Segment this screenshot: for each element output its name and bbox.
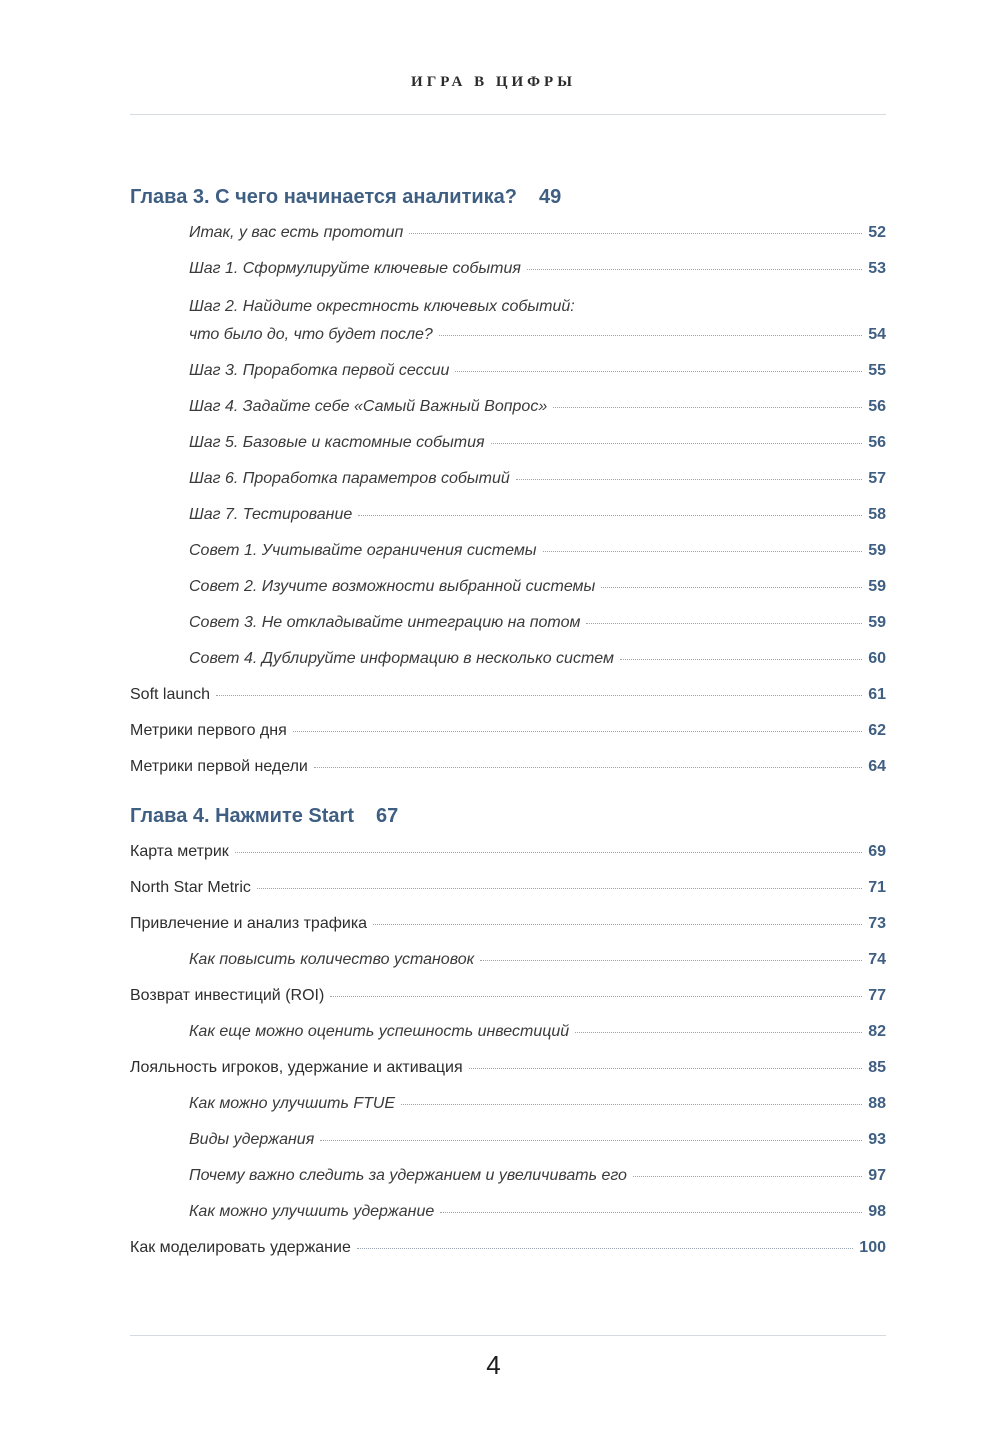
toc-label: Шаг 5. Базовые и кастомные события	[189, 434, 485, 451]
toc-entry[interactable]	[189, 398, 886, 422]
toc-label: Совет 2. Изучите возможности выбранной системы	[189, 578, 596, 595]
leader-dots	[480, 959, 862, 961]
toc-label: что было до, что будет после?	[189, 326, 433, 343]
toc-page: 98	[868, 1203, 886, 1220]
toc-label: Шаг 1. Сформулируйте ключевые события	[189, 260, 521, 277]
leader-dots	[455, 370, 862, 372]
leader-dots	[314, 766, 862, 768]
header-divider	[130, 114, 886, 115]
toc-label: Как повысить количество установок	[189, 951, 475, 968]
toc-label: Шаг 4. Задайте себе «Самый Важный Вопрос»	[189, 398, 548, 415]
chapter-4-heading[interactable]	[130, 805, 398, 828]
toc-entry[interactable]	[189, 1203, 886, 1227]
chapter-title: Глава 3. С чего начинается аналитика?	[130, 186, 518, 208]
toc-entry[interactable]	[189, 614, 886, 638]
toc-entry[interactable]	[189, 506, 886, 530]
page-number: 4	[486, 1350, 501, 1380]
running-title: ИГРА В ЦИФРЫ	[411, 74, 576, 90]
leader-dots	[293, 730, 862, 732]
toc-page: 61	[868, 686, 886, 703]
toc-entry[interactable]	[130, 879, 886, 903]
toc-entry[interactable]	[130, 987, 886, 1011]
toc-label: Как можно улучшить удержание	[189, 1203, 435, 1220]
leader-dots	[527, 268, 862, 270]
leader-dots	[401, 1103, 862, 1105]
toc-entry[interactable]	[189, 326, 886, 350]
leader-dots	[320, 1139, 862, 1141]
toc-label: Метрики первого дня	[130, 722, 287, 739]
toc-page: 71	[868, 879, 886, 896]
toc-entry[interactable]	[130, 1239, 886, 1263]
toc-label: Привлечение и анализ трафика	[130, 915, 368, 932]
toc-entry[interactable]	[189, 434, 886, 458]
toc-entry[interactable]	[189, 470, 886, 494]
leader-dots	[357, 1247, 853, 1249]
leader-dots	[469, 1067, 863, 1069]
toc-entry[interactable]	[189, 542, 886, 566]
toc-page: 56	[868, 434, 886, 451]
toc-page: 73	[868, 915, 886, 932]
toc-page: 54	[868, 326, 886, 343]
leader-dots	[633, 1175, 862, 1177]
toc-page: 59	[868, 542, 886, 559]
toc-label: Как моделировать удержание	[130, 1239, 351, 1256]
chapter-title: Глава 4. Нажмите Start	[130, 805, 354, 827]
toc-page: 53	[868, 260, 886, 277]
toc-label: Итак, у вас есть прототип	[189, 224, 404, 241]
leader-dots	[553, 406, 862, 408]
leader-dots	[491, 442, 863, 444]
toc-page: 59	[868, 614, 886, 631]
toc-label: Soft launch	[130, 686, 211, 703]
toc-page: 77	[868, 987, 886, 1004]
toc-label: Шаг 6. Проработка параметров событий	[189, 470, 510, 487]
toc-label: Совет 1. Учитывайте ограничения системы	[189, 542, 537, 559]
toc-page: 64	[868, 758, 886, 775]
toc-entry[interactable]	[130, 686, 886, 710]
toc-entry[interactable]	[189, 224, 886, 248]
toc-page: 59	[868, 578, 886, 595]
leader-dots	[575, 1031, 862, 1033]
toc-label: Как можно улучшить FTUE	[189, 1095, 396, 1112]
toc-page: 56	[868, 398, 886, 415]
toc-entry[interactable]	[189, 1131, 886, 1155]
toc-entry[interactable]	[189, 1167, 886, 1191]
toc-entry[interactable]	[189, 1095, 886, 1119]
toc-label: Почему важно следить за удержанием и увеличивать его	[189, 1167, 627, 1184]
toc-entry[interactable]	[189, 1023, 886, 1047]
toc-label: North Star Metric	[130, 879, 251, 896]
leader-dots	[543, 550, 863, 552]
toc-page: 60	[868, 650, 886, 667]
toc-label: Возврат инвестиций (ROI)	[130, 987, 325, 1004]
leader-dots	[620, 658, 862, 660]
chapter-page: 67	[376, 805, 399, 827]
toc-label: Шаг 3. Проработка первой сессии	[189, 362, 450, 379]
toc-label: Шаг 7. Тестирование	[189, 506, 353, 523]
toc-page: 85	[868, 1059, 886, 1076]
leader-dots	[440, 1211, 862, 1213]
toc-page: 69	[868, 843, 886, 860]
toc-entry[interactable]	[189, 951, 886, 975]
leader-dots	[516, 478, 862, 480]
toc-entry[interactable]	[130, 758, 886, 782]
toc-page: 55	[868, 362, 886, 379]
toc-label: Лояльность игроков, удержание и активация	[130, 1059, 463, 1076]
toc-page: 52	[868, 224, 886, 241]
toc-entry[interactable]	[130, 722, 886, 746]
toc-entry[interactable]	[130, 915, 886, 939]
toc-label: Совет 4. Дублируйте информацию в несколько систем	[189, 650, 614, 667]
leader-dots	[439, 334, 862, 336]
toc-entry[interactable]	[189, 362, 886, 386]
leader-dots	[235, 851, 862, 853]
toc-label: Совет 3. Не откладывайте интеграцию на потом	[189, 614, 581, 631]
leader-dots	[586, 622, 862, 624]
footer-divider	[130, 1335, 886, 1336]
toc-page: 62	[868, 722, 886, 739]
leader-dots	[330, 995, 862, 997]
leader-dots	[216, 694, 862, 696]
leader-dots	[409, 232, 862, 234]
toc-page: 100	[859, 1239, 886, 1256]
chapter-page: 49	[539, 186, 562, 208]
toc-entry[interactable]	[189, 578, 886, 602]
toc-entry[interactable]	[189, 650, 886, 674]
leader-dots	[257, 887, 862, 889]
toc-label: Карта метрик	[130, 843, 229, 860]
toc-page: 74	[868, 951, 886, 968]
toc-label: Как еще можно оценить успешность инвестиций	[189, 1023, 570, 1040]
leader-dots	[358, 514, 862, 516]
toc-label: Виды удержания	[189, 1131, 315, 1148]
toc-page: 93	[868, 1131, 886, 1148]
leader-dots	[601, 586, 862, 588]
leader-dots	[373, 923, 862, 925]
toc-page: 97	[868, 1167, 886, 1184]
toc-page: 82	[868, 1023, 886, 1040]
toc-page: 58	[868, 506, 886, 523]
chapter-3-heading[interactable]	[130, 186, 561, 209]
toc-page: 57	[868, 470, 886, 487]
toc-entry[interactable]	[130, 843, 886, 867]
toc-page: 88	[868, 1095, 886, 1112]
toc-entry[interactable]	[130, 1059, 886, 1083]
toc-entry[interactable]	[189, 260, 886, 284]
toc-label: Метрики первой недели	[130, 758, 308, 775]
toc-label-line[interactable]: Шаг 2. Найдите окрестность ключевых событий:	[189, 298, 575, 315]
